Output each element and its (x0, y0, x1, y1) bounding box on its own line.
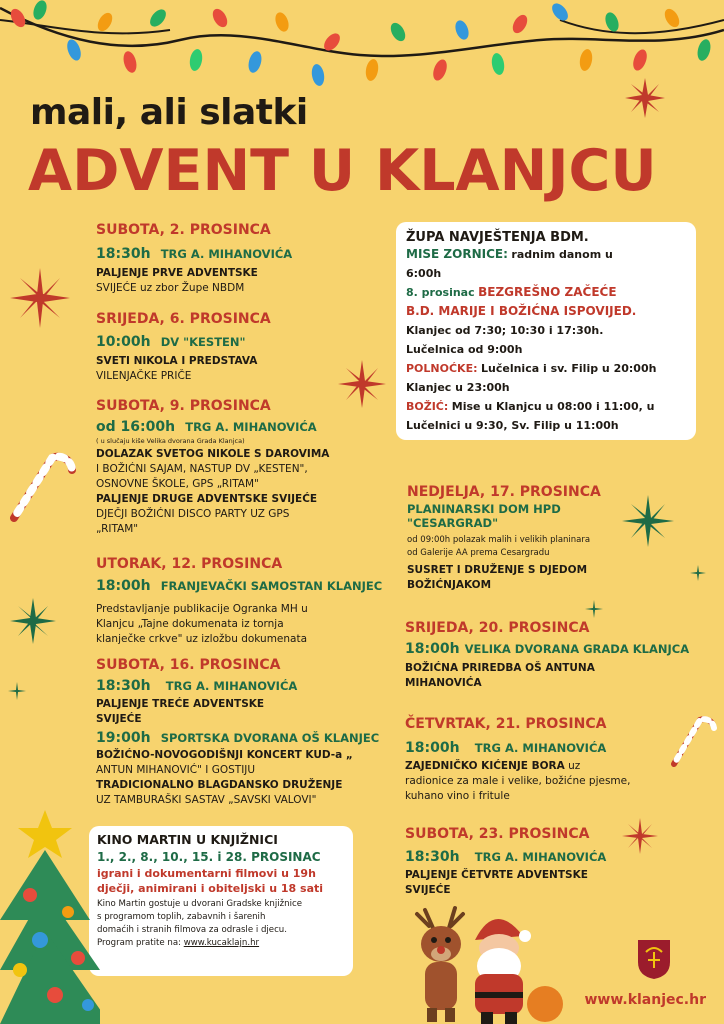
event-desc: VILENJAČKE PRIČE (96, 370, 192, 382)
light-bulbs (8, 0, 713, 87)
event-time: 18:30h (96, 246, 151, 262)
zornice-time: 6:00h (406, 267, 442, 280)
event-place: FRANJEVAČKI SAMOSTAN KLANJEC (160, 579, 383, 593)
bozic-label: BOŽIĆ: (406, 400, 449, 413)
event-17-dec (407, 484, 687, 593)
event-desc: TRADICIONALNO BLAGDANSKO DRUŽENJE (96, 779, 343, 791)
feast-line2: B.D. MARIJE I BOŽIĆNA ISPOVIJED. (406, 304, 637, 318)
cinema-desc: Kino Martin gostuje u dvorani Gradske knjižnice (97, 899, 302, 909)
zornice-label: MISE ZORNICE: (406, 247, 508, 261)
event-9-dec (96, 398, 386, 537)
green-star-icon (585, 600, 603, 618)
event-desc: SVIJEĆE uz zbor Župe NBDM (96, 282, 245, 294)
reindeer-icon (417, 908, 463, 1022)
event-desc: MIHANOVIĆA (405, 677, 482, 689)
polnocke-text: Lučelnica i sv. Filip u 20:00h (481, 362, 657, 375)
bozic-line2: Lučelnici u 9:30, Sv. Filip u 11:00h (406, 419, 619, 432)
event-desc: SVIJEĆE (96, 713, 142, 725)
green-star-icon (10, 598, 56, 644)
event-desc: SVETI NIKOLA I PREDSTAVA (96, 355, 258, 367)
event-time: 10:00h (96, 334, 151, 350)
event-place: PLANINARSKI DOM HPD (407, 502, 561, 516)
event-place: TRG A. MIHANOVIĆA (474, 850, 607, 864)
event-23-dec (405, 826, 685, 898)
cinema-desc: domaćih i stranih filmova za odrasle i djecu. (97, 925, 287, 935)
cinema-line2: dječji, animirani i obiteljski u 18 sati (97, 882, 324, 895)
cinema-card (89, 826, 353, 976)
event-time: 18:00h (405, 740, 460, 756)
poster-subtitle: mali, ali slatki (30, 92, 308, 133)
event-day: UTORAK, 12. PROSINCA (96, 556, 283, 572)
event-time: od 16:00h (96, 419, 176, 435)
event-desc: DJEČJI BOŽIĆNI DISCO PARTY UZ GPS (96, 508, 290, 520)
event-day: SUBOTA, 2. PROSINCA (96, 222, 271, 238)
event-desc: BOŽIĆNO-NOVOGODIŠNJI KONCERT KUD-a „ (96, 749, 353, 761)
feast-name: BEZGREŠNO ZAČEĆE (478, 285, 617, 299)
poster-title: ADVENT U KLANJCU (28, 138, 657, 204)
event-day: ČETVRTAK, 21. PROSINCA (405, 716, 607, 732)
event-day: SRIJEDA, 6. PROSINCA (96, 311, 271, 327)
event-desc: PALJENJE PRVE ADVENTSKE (96, 267, 258, 279)
event-16-dec (96, 657, 396, 808)
event-20-dec (405, 620, 720, 691)
green-star-icon (8, 682, 26, 700)
event-6-dec (96, 311, 386, 384)
event-desc: kuhano vino i fritule (405, 790, 510, 802)
cinema-link[interactable]: www.kucaklajn.hr (183, 938, 260, 948)
footer-website[interactable]: www.klanjec.hr (584, 992, 706, 1008)
zornice-text: radnim danom u (511, 248, 613, 261)
event-time: 18:00h (405, 641, 460, 657)
event-place: SPORTSKA DVORANA OŠ KLANJEC (160, 731, 380, 745)
bozic-text: Mise u Klanjcu u 08:00 i 11:00, u (451, 400, 655, 413)
parish-card (396, 222, 696, 440)
coat-of-arms-icon (636, 938, 672, 980)
event-day: SUBOTA, 23. PROSINCA (405, 826, 590, 842)
cinema-title: KINO MARTIN U KNJIŽNICI (97, 832, 278, 847)
event-desc: PALJENJE DRUGE ADVENTSKE SVIJEĆE (96, 493, 318, 505)
parish-title: ŽUPA NAVJEŠTENJA BDM. (406, 230, 589, 245)
cinema-dates: 1., 2., 8., 10., 15. i 28. PROSINAC (97, 850, 321, 864)
santa-icon (475, 919, 563, 1024)
event-day: SRIJEDA, 20. PROSINCA (405, 620, 590, 636)
event-desc: SVIJEĆE (405, 884, 451, 896)
string-lights-decoration (0, 0, 724, 100)
event-desc: BOŽIĆNA PRIREDBA OŠ ANTUNA (405, 662, 595, 674)
christmas-tree-icon (0, 800, 100, 1024)
event-desc: PALJENJE TREĆE ADVENTSKE (96, 698, 265, 710)
reindeer-santa-illustration (405, 900, 575, 1024)
event-time: 19:00h (96, 730, 151, 746)
event-21-dec (405, 716, 685, 804)
confession-line: Klanjec od 7:30; 10:30 i 17:30h. (406, 324, 604, 337)
event-place: TRG A. MIHANOVIĆA (474, 741, 607, 755)
event-desc: DOLAZAK SVETOG NIKOLE S DAROVIMA (96, 448, 330, 460)
event-place: TRG A. MIHANOVIĆA (165, 679, 298, 693)
event-desc: OSNOVNE ŠKOLE, GPS „RITAM" (96, 478, 259, 490)
event-desc: UZ TAMBURAŠKI SASTAV „SAVSKI VALOVI" (96, 794, 317, 806)
cinema-line1: igrani i dokumentarni filmovi u 19h (97, 867, 316, 880)
event-2-dec (96, 222, 386, 296)
event-lead-rest: uz (568, 760, 581, 772)
cinema-follow: Program pratite na: (97, 938, 181, 948)
polnocke-label: POLNOĆKE: (406, 362, 478, 375)
event-lead: ZAJEDNIČKO KIĆENJE BORA (405, 760, 565, 772)
event-desc: Predstavljanje publikacije Ogranka MH u (96, 603, 308, 615)
event-desc: BOŽIĆNJAKOM (407, 579, 492, 591)
event-time: 18:30h (405, 849, 460, 865)
event-desc: SUSRET I DRUŽENJE S DJEDOM (407, 564, 588, 576)
event-desc: ANTUN MIHANOVIĆ" I GOSTIJU (96, 764, 256, 776)
event-time: 18:30h (96, 678, 151, 694)
event-desc: PALJENJE ČETVRTE ADVENTSKE (405, 869, 588, 881)
event-desc: I BOŽIĆNI SAJAM, NASTUP DV „KESTEN", (96, 463, 308, 475)
event-day: SUBOTA, 16. PROSINCA (96, 657, 281, 673)
confession-line: Lučelnica od 9:00h (406, 343, 523, 356)
event-desc: od 09:00h polazak malih i velikih planinara (407, 535, 591, 545)
event-desc: „RITAM" (96, 523, 139, 535)
event-desc: od Galerije AA prema Cesargradu (407, 548, 550, 558)
event-desc: klanječke crkve" uz izložbu dokumenata (96, 633, 308, 645)
red-star-icon (10, 268, 70, 328)
event-place: VELIKA DVORANA GRADA KLANJCA (464, 642, 690, 656)
candy-cane-icon (2, 438, 78, 524)
cinema-desc: s programom toplih, zabavnih i šarenih (97, 912, 266, 922)
event-place: TRG A. MIHANOVIĆA (185, 420, 317, 434)
event-place: "CESARGRAD" (407, 516, 499, 530)
green-star-icon (690, 565, 706, 581)
event-desc: Klanjcu „Tajne dokumenata iz tornja (96, 618, 284, 630)
event-place: TRG A. MIHANOVIĆA (160, 247, 293, 261)
event-desc: radionice za male i velike, božićne pjesme, (405, 775, 631, 787)
event-day: SUBOTA, 9. PROSINCA (96, 398, 271, 414)
event-place: DV "KESTEN" (160, 335, 246, 349)
polnocke-line2: Klanjec u 23:00h (406, 381, 510, 394)
event-12-dec (96, 556, 396, 647)
event-note: ( u slučaju kiše Velika dvorana Grada Klanjca) (96, 437, 245, 445)
event-time: 18:00h (96, 578, 151, 594)
feast-date: 8. prosinac (406, 286, 475, 299)
red-star-icon (625, 78, 665, 118)
event-day: NEDJELJA, 17. PROSINCA (407, 484, 601, 500)
